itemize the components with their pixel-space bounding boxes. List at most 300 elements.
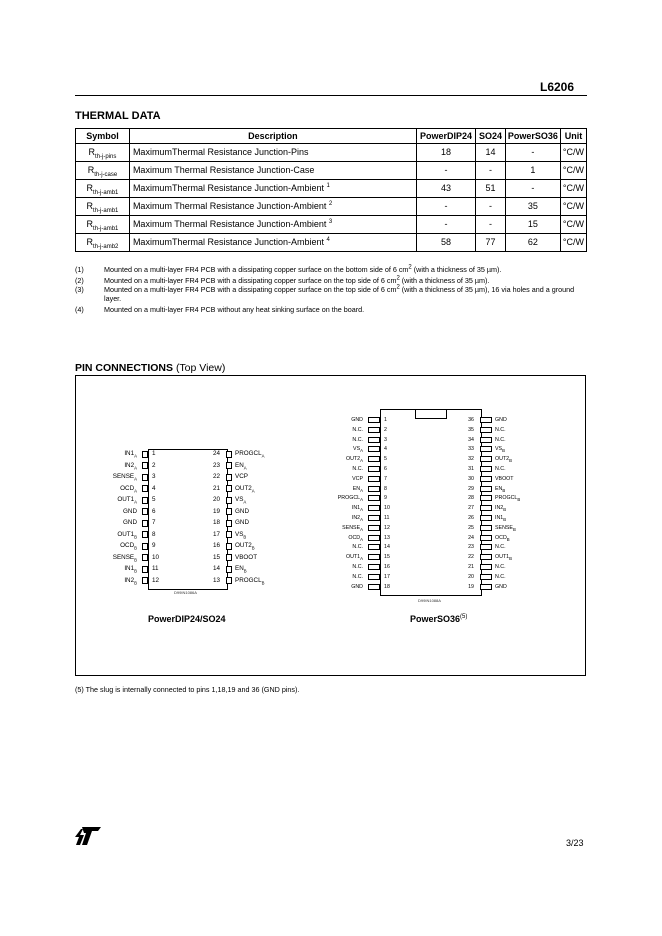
pin-pad xyxy=(142,577,148,584)
pin-label xyxy=(124,577,137,585)
pin-name-subscript: A xyxy=(360,517,363,523)
symbol-cell xyxy=(76,180,130,198)
footnote-ref: 3 xyxy=(328,219,333,225)
description-text: MaximumThermal Resistance Junction-Pins xyxy=(132,147,309,157)
pin-number: 18 xyxy=(212,519,220,526)
pin-name-base: OCD xyxy=(348,534,361,541)
pin-name-base: OCD xyxy=(120,542,135,549)
thermal-data-table xyxy=(75,128,587,252)
pin-name-subscript: B xyxy=(517,497,521,503)
pin-pad xyxy=(480,535,492,541)
pin-number: 10 xyxy=(152,553,160,561)
pin-label xyxy=(495,437,506,444)
pin-number: 2 xyxy=(152,461,156,469)
pin-label xyxy=(495,544,506,551)
footnote xyxy=(75,265,590,274)
pin-name-base: N.C. xyxy=(352,573,363,580)
footnote-ref: 2 xyxy=(328,201,333,207)
pin-number: 35 xyxy=(468,426,474,433)
pin-name-subscript: A xyxy=(360,536,363,542)
footnote-number: (1) xyxy=(75,265,84,274)
description-cell xyxy=(129,180,416,198)
pin-name-subscript: A xyxy=(360,487,363,493)
pin-number: 4 xyxy=(384,446,387,453)
pin-pad xyxy=(480,456,492,462)
pin-pad xyxy=(368,584,380,590)
col-header-powerdip24: PowerDIP24 xyxy=(416,129,475,144)
pin-label xyxy=(235,496,246,504)
pin-pad xyxy=(226,497,232,504)
pin-number: 24 xyxy=(212,450,220,457)
pin-name-base: N.C. xyxy=(495,564,506,570)
pin-label xyxy=(113,554,137,562)
pin-name-base: OCD xyxy=(495,534,507,541)
powerdip24-value: 18 xyxy=(416,144,475,162)
powerdip24-value: - xyxy=(416,198,475,216)
symbol-subscript: th-j-case xyxy=(94,171,118,178)
symbol-base: R xyxy=(86,237,94,247)
pin-name-base: VS xyxy=(353,446,361,453)
pin-number: 8 xyxy=(384,485,387,492)
pin-name-base: VBOOT xyxy=(235,553,258,561)
powerso36-value: 15 xyxy=(505,216,560,234)
pin-number: 14 xyxy=(384,544,390,551)
pin-number: 25 xyxy=(468,524,474,531)
pin-name-base: PROGCL xyxy=(235,450,262,457)
pin-number: 8 xyxy=(152,530,156,538)
pin-pad xyxy=(142,462,148,469)
pin-name-base: GND xyxy=(495,417,507,423)
pin-pad xyxy=(480,525,492,531)
pin-name-base: IN2 xyxy=(495,505,504,512)
pin-name-base: N.C. xyxy=(352,564,363,570)
pin-number: 16 xyxy=(212,542,220,549)
powerdip24-value: - xyxy=(416,216,475,234)
pin-pad xyxy=(142,451,148,458)
pin-label xyxy=(124,450,137,458)
pin-number: 7 xyxy=(152,519,156,526)
pin-pad xyxy=(142,485,148,492)
unit-cell: °C/W xyxy=(560,234,586,252)
description-text: Maximum Thermal Resistance Junction-Case xyxy=(132,165,315,175)
pin-name-base: N.C. xyxy=(352,436,363,443)
pin-name-base: SENSE xyxy=(112,553,135,561)
description-text: MaximumThermal Resistance Junction-Ambient xyxy=(132,183,325,193)
package-name-footnote: (5) xyxy=(460,614,468,620)
pin-number: 22 xyxy=(212,473,220,480)
description-cell xyxy=(129,234,416,252)
package-body xyxy=(380,409,482,596)
unit-cell: °C/W xyxy=(560,144,586,162)
col-header-so24: SO24 xyxy=(476,129,506,144)
pin-label xyxy=(346,456,363,463)
pin-name-base: N.C. xyxy=(495,436,506,443)
symbol-base: R xyxy=(86,201,94,211)
pin-number: 36 xyxy=(468,417,474,423)
pin-name-base: IN1 xyxy=(495,515,504,521)
package-name xyxy=(410,614,467,624)
pin-connections-subtitle: (Top View) xyxy=(175,362,226,374)
pin-number: 12 xyxy=(152,576,160,584)
pin-label xyxy=(120,542,137,550)
footnote-superscript: 2 xyxy=(396,275,400,282)
footnote-ref: 1 xyxy=(326,183,330,189)
pin-label xyxy=(353,446,363,453)
pin-label xyxy=(123,519,137,527)
package-name xyxy=(148,614,226,624)
pin-label xyxy=(235,519,249,527)
footnote-text-main: Mounted on a multi-layer FR4 PCB with a dissipating copper surface on the top side of 6 cm xyxy=(104,276,397,285)
col-header-powerso36: PowerSO36 xyxy=(505,129,560,144)
pin-number: 32 xyxy=(468,456,474,463)
pin-name-base: OUT1 xyxy=(117,530,135,538)
pin-name-base: N.C. xyxy=(495,466,506,472)
pin-name-base: GND xyxy=(495,583,507,590)
description-cell xyxy=(129,162,416,180)
pin-label xyxy=(495,574,506,581)
pin-pad xyxy=(480,515,492,521)
pin-label xyxy=(124,565,137,573)
pin-name-base: IN2 xyxy=(124,576,135,584)
pin-pad xyxy=(368,554,380,560)
pin-pad xyxy=(368,446,380,452)
pin-name-base: OUT2 xyxy=(235,542,252,549)
pin-name-subscript: A xyxy=(243,499,247,505)
col-header-symbol: Symbol xyxy=(76,129,130,144)
pin-pad xyxy=(480,446,492,452)
pin-name-subscript: B xyxy=(134,533,137,539)
pin-number: 23 xyxy=(212,461,220,469)
pin-pad xyxy=(142,508,148,515)
pin-label xyxy=(495,564,506,571)
description-text: Maximum Thermal Resistance Junction-Ambient xyxy=(132,201,327,211)
pin-label xyxy=(495,446,505,453)
pin-name-base: OUT2 xyxy=(345,456,361,463)
pin-name-subscript: B xyxy=(502,487,506,493)
pin-name-subscript: A xyxy=(134,476,137,482)
pin-label xyxy=(352,564,363,571)
pin-pad xyxy=(226,577,232,584)
symbol-subscript: th-j-amb1 xyxy=(93,225,119,232)
footnote xyxy=(75,305,590,314)
powerso36-value: 35 xyxy=(505,198,560,216)
pin-name-subscript: B xyxy=(509,556,513,562)
pin-pad xyxy=(368,427,380,433)
pin-name-subscript: A xyxy=(243,464,247,470)
pin-number: 3 xyxy=(384,436,387,443)
pin-label xyxy=(117,496,137,504)
symbol-subscript: th-j-amb2 xyxy=(93,243,119,250)
pin-pad xyxy=(368,564,380,570)
pin-name-base: OUT1 xyxy=(117,496,135,503)
pin-label xyxy=(352,466,363,473)
pin-label xyxy=(495,417,507,424)
pin-name-base: GND xyxy=(235,519,249,526)
pin-name-base: N.C. xyxy=(495,426,506,433)
symbol-cell xyxy=(76,144,130,162)
pin-label xyxy=(352,427,363,434)
pin-label xyxy=(235,531,246,539)
pin-pad xyxy=(480,564,492,570)
pin-label xyxy=(352,574,363,581)
pin-label xyxy=(495,515,506,522)
pin-label xyxy=(342,525,363,532)
footnote-text xyxy=(104,276,590,285)
pin-pad xyxy=(368,495,380,501)
footnote-text-main: Mounted on a multi-layer FR4 PCB without any heat sinking surface on the board. xyxy=(104,305,365,314)
pin-pad xyxy=(142,566,148,573)
package-slug xyxy=(415,409,447,419)
symbol-subscript: th-j-pins xyxy=(95,153,117,160)
pin-name-subscript: A xyxy=(360,458,363,464)
table-row xyxy=(76,144,587,162)
pin-label xyxy=(235,462,247,470)
pin-pad xyxy=(226,520,232,527)
pin-label xyxy=(495,476,514,483)
pin-pad xyxy=(226,485,232,492)
pin-name-base: GND xyxy=(351,417,363,423)
pin-number: 17 xyxy=(212,530,220,538)
pin-label xyxy=(235,473,248,481)
pin-label xyxy=(352,515,363,522)
drawing-code: D99IN1086A xyxy=(174,590,197,595)
pin-number: 31 xyxy=(468,466,474,472)
pin-number: 17 xyxy=(384,573,390,580)
pin-pad xyxy=(368,515,380,521)
pin-number: 19 xyxy=(468,583,474,590)
pin-number: 16 xyxy=(384,564,390,570)
pin-label xyxy=(235,554,257,562)
pin-name-base: N.C. xyxy=(352,426,363,433)
pin-name-base: VS xyxy=(235,496,244,503)
pin-pad xyxy=(480,417,492,423)
pin-number: 10 xyxy=(384,505,390,512)
pin-pad xyxy=(368,505,380,511)
pin-number: 1 xyxy=(152,450,156,457)
so24-value: 14 xyxy=(476,144,506,162)
table-row xyxy=(76,198,587,216)
symbol-subscript: th-j-amb1 xyxy=(93,207,119,214)
pin-number: 29 xyxy=(468,485,474,492)
pin-name-subscript: A xyxy=(360,448,363,454)
footnote-number: (2) xyxy=(75,276,84,285)
pin-pad xyxy=(368,476,380,482)
pin-name-subscript: B xyxy=(503,517,507,523)
so24-value: - xyxy=(476,162,506,180)
pin-label xyxy=(352,544,363,551)
pin-name-base: VBOOT xyxy=(495,475,514,482)
pin-pad xyxy=(368,486,380,492)
pin-label xyxy=(235,450,264,458)
pin-name-base: VCP xyxy=(352,475,363,482)
powerdip24-value: 43 xyxy=(416,180,475,198)
unit-cell: °C/W xyxy=(560,180,586,198)
pin-number: 21 xyxy=(468,564,474,570)
pin-name-base: IN1 xyxy=(124,450,135,457)
pin-name-base: OUT1 xyxy=(345,554,361,561)
col-header-description: Description xyxy=(129,129,416,144)
pin-number: 23 xyxy=(468,544,474,551)
pin-connections-title-text: PIN CONNECTIONS xyxy=(75,362,174,374)
pin-name-subscript: B xyxy=(134,579,137,585)
so24-value: 77 xyxy=(476,234,506,252)
pin-label xyxy=(495,495,520,502)
pin-name-base: EN xyxy=(235,565,244,572)
pin-number: 26 xyxy=(468,515,474,521)
powerdip24-value: - xyxy=(416,162,475,180)
pin-number: 6 xyxy=(152,507,156,515)
pin-pad xyxy=(368,456,380,462)
package-name-text: PowerSO36 xyxy=(410,614,461,624)
pin-pad xyxy=(226,543,232,550)
pin-number: 5 xyxy=(384,456,387,463)
drawing-code: D99IN1088A xyxy=(418,598,441,603)
pin-name-base: N.C. xyxy=(352,544,363,551)
unit-cell: °C/W xyxy=(560,198,586,216)
pin-name-base: VS xyxy=(495,446,503,453)
pin-name-base: OUT1 xyxy=(495,554,510,561)
pin-number: 20 xyxy=(212,496,220,503)
pin-label xyxy=(352,437,363,444)
pin-number: 34 xyxy=(468,436,474,443)
pin-label xyxy=(235,485,255,493)
pin-number: 22 xyxy=(468,554,474,561)
pin-name-base: N.C. xyxy=(352,466,363,472)
pin-pad xyxy=(480,437,492,443)
pin-number: 11 xyxy=(152,565,159,572)
pin-pad xyxy=(142,474,148,481)
pin-name-base: IN2 xyxy=(351,515,361,521)
footnote-ref: 4 xyxy=(326,237,330,243)
pin-name-subscript: A xyxy=(134,499,137,505)
pin-number: 1 xyxy=(384,417,387,423)
pin-pad xyxy=(226,566,232,573)
pin-number: 9 xyxy=(152,542,156,549)
pin-name-subscript: B xyxy=(509,458,513,464)
pin-label xyxy=(351,417,363,424)
pin-name-subscript: B xyxy=(251,545,255,551)
table-row xyxy=(76,234,587,252)
st-logo xyxy=(75,827,101,850)
pin-name-subscript: A xyxy=(360,507,363,513)
pin-pad xyxy=(480,466,492,472)
pin-pad xyxy=(368,535,380,541)
thermal-table-body xyxy=(76,144,587,252)
pin-name-base: SENSE xyxy=(495,524,513,531)
unit-cell: °C/W xyxy=(560,216,586,234)
symbol-cell xyxy=(76,216,130,234)
pin-name-subscript: A xyxy=(360,556,363,562)
pin-pad xyxy=(368,417,380,423)
powerso36-value: 62 xyxy=(505,234,560,252)
pin-pad xyxy=(226,508,232,515)
pin-name-base: IN2 xyxy=(124,461,135,469)
pin-number: 13 xyxy=(384,534,390,541)
pin-number: 7 xyxy=(384,475,387,482)
pin-number: 13 xyxy=(212,576,220,584)
pin-label xyxy=(348,535,363,542)
pin-pad xyxy=(480,554,492,560)
pin-number: 19 xyxy=(212,507,220,515)
pin-number: 6 xyxy=(384,466,387,472)
pin-label xyxy=(124,462,137,470)
description-cell xyxy=(129,198,416,216)
pin-name-subscript: B xyxy=(134,568,137,574)
description-cell xyxy=(129,144,416,162)
footnote-number: (3) xyxy=(75,285,84,294)
pin-name-subscript: B xyxy=(506,536,510,542)
footnote-text xyxy=(104,285,590,303)
slug-note: (5) The slug is internally connected to pins 1,18,19 and 36 (GND pins). xyxy=(75,685,300,694)
pin-label xyxy=(346,554,363,561)
pin-pad xyxy=(368,525,380,531)
symbol-cell xyxy=(76,162,130,180)
pin-pad xyxy=(480,486,492,492)
powerso36-value: - xyxy=(505,144,560,162)
pin-name-subscript: A xyxy=(261,453,265,459)
pin-number: 12 xyxy=(384,524,390,531)
pin-pad xyxy=(368,437,380,443)
footnote-text xyxy=(104,265,590,274)
footnote-text-tail: (with a thickness of 35 µm), 16 via holes and a ground layer. xyxy=(104,285,575,303)
description-cell xyxy=(129,216,416,234)
table-row xyxy=(76,216,587,234)
symbol-cell xyxy=(76,234,130,252)
pin-name-base: N.C. xyxy=(495,573,506,580)
pin-label xyxy=(235,565,247,573)
pin-name-base: OCD xyxy=(120,484,135,492)
pin-label xyxy=(495,456,512,463)
pin-pad xyxy=(142,543,148,550)
pin-label xyxy=(495,584,507,591)
pin-name-subscript: A xyxy=(134,464,137,470)
pin-name-base: SENSE xyxy=(342,524,361,531)
footnote xyxy=(75,276,590,285)
pin-number: 5 xyxy=(152,496,156,503)
pin-number: 20 xyxy=(468,573,474,580)
pin-label xyxy=(352,476,363,483)
pin-pad xyxy=(480,476,492,482)
pin-pad xyxy=(480,544,492,550)
pin-number: 24 xyxy=(468,534,474,541)
pin-label xyxy=(113,473,137,481)
pin-pad xyxy=(142,554,148,561)
pin-pad xyxy=(142,520,148,527)
pin-name-subscript: A xyxy=(360,526,363,532)
document-code: L6206 xyxy=(540,80,575,94)
pin-name-base: PROGCL xyxy=(495,495,518,502)
pin-label xyxy=(351,584,363,591)
header-rule xyxy=(75,95,587,96)
symbol-base: R xyxy=(86,219,94,229)
package-name-text: PowerDIP24/SO24 xyxy=(148,614,226,624)
pin-name-subscript: A xyxy=(360,497,363,503)
pin-name-subscript: B xyxy=(243,568,247,574)
pin-label xyxy=(123,508,137,516)
pin-name-subscript: A xyxy=(251,487,255,493)
pin-number: 11 xyxy=(384,515,390,521)
footnote-text xyxy=(104,305,590,314)
footnote-text-tail: (with a thickness of 35 µm). xyxy=(411,265,502,274)
pin-number: 15 xyxy=(212,553,220,561)
pin-label xyxy=(117,531,137,539)
so24-value: - xyxy=(476,216,506,234)
pin-pad xyxy=(480,427,492,433)
footnote-superscript: 2 xyxy=(408,264,412,271)
pin-name-base: OUT2 xyxy=(495,456,510,463)
pin-connections-frame xyxy=(75,375,586,676)
pin-label xyxy=(353,486,363,493)
